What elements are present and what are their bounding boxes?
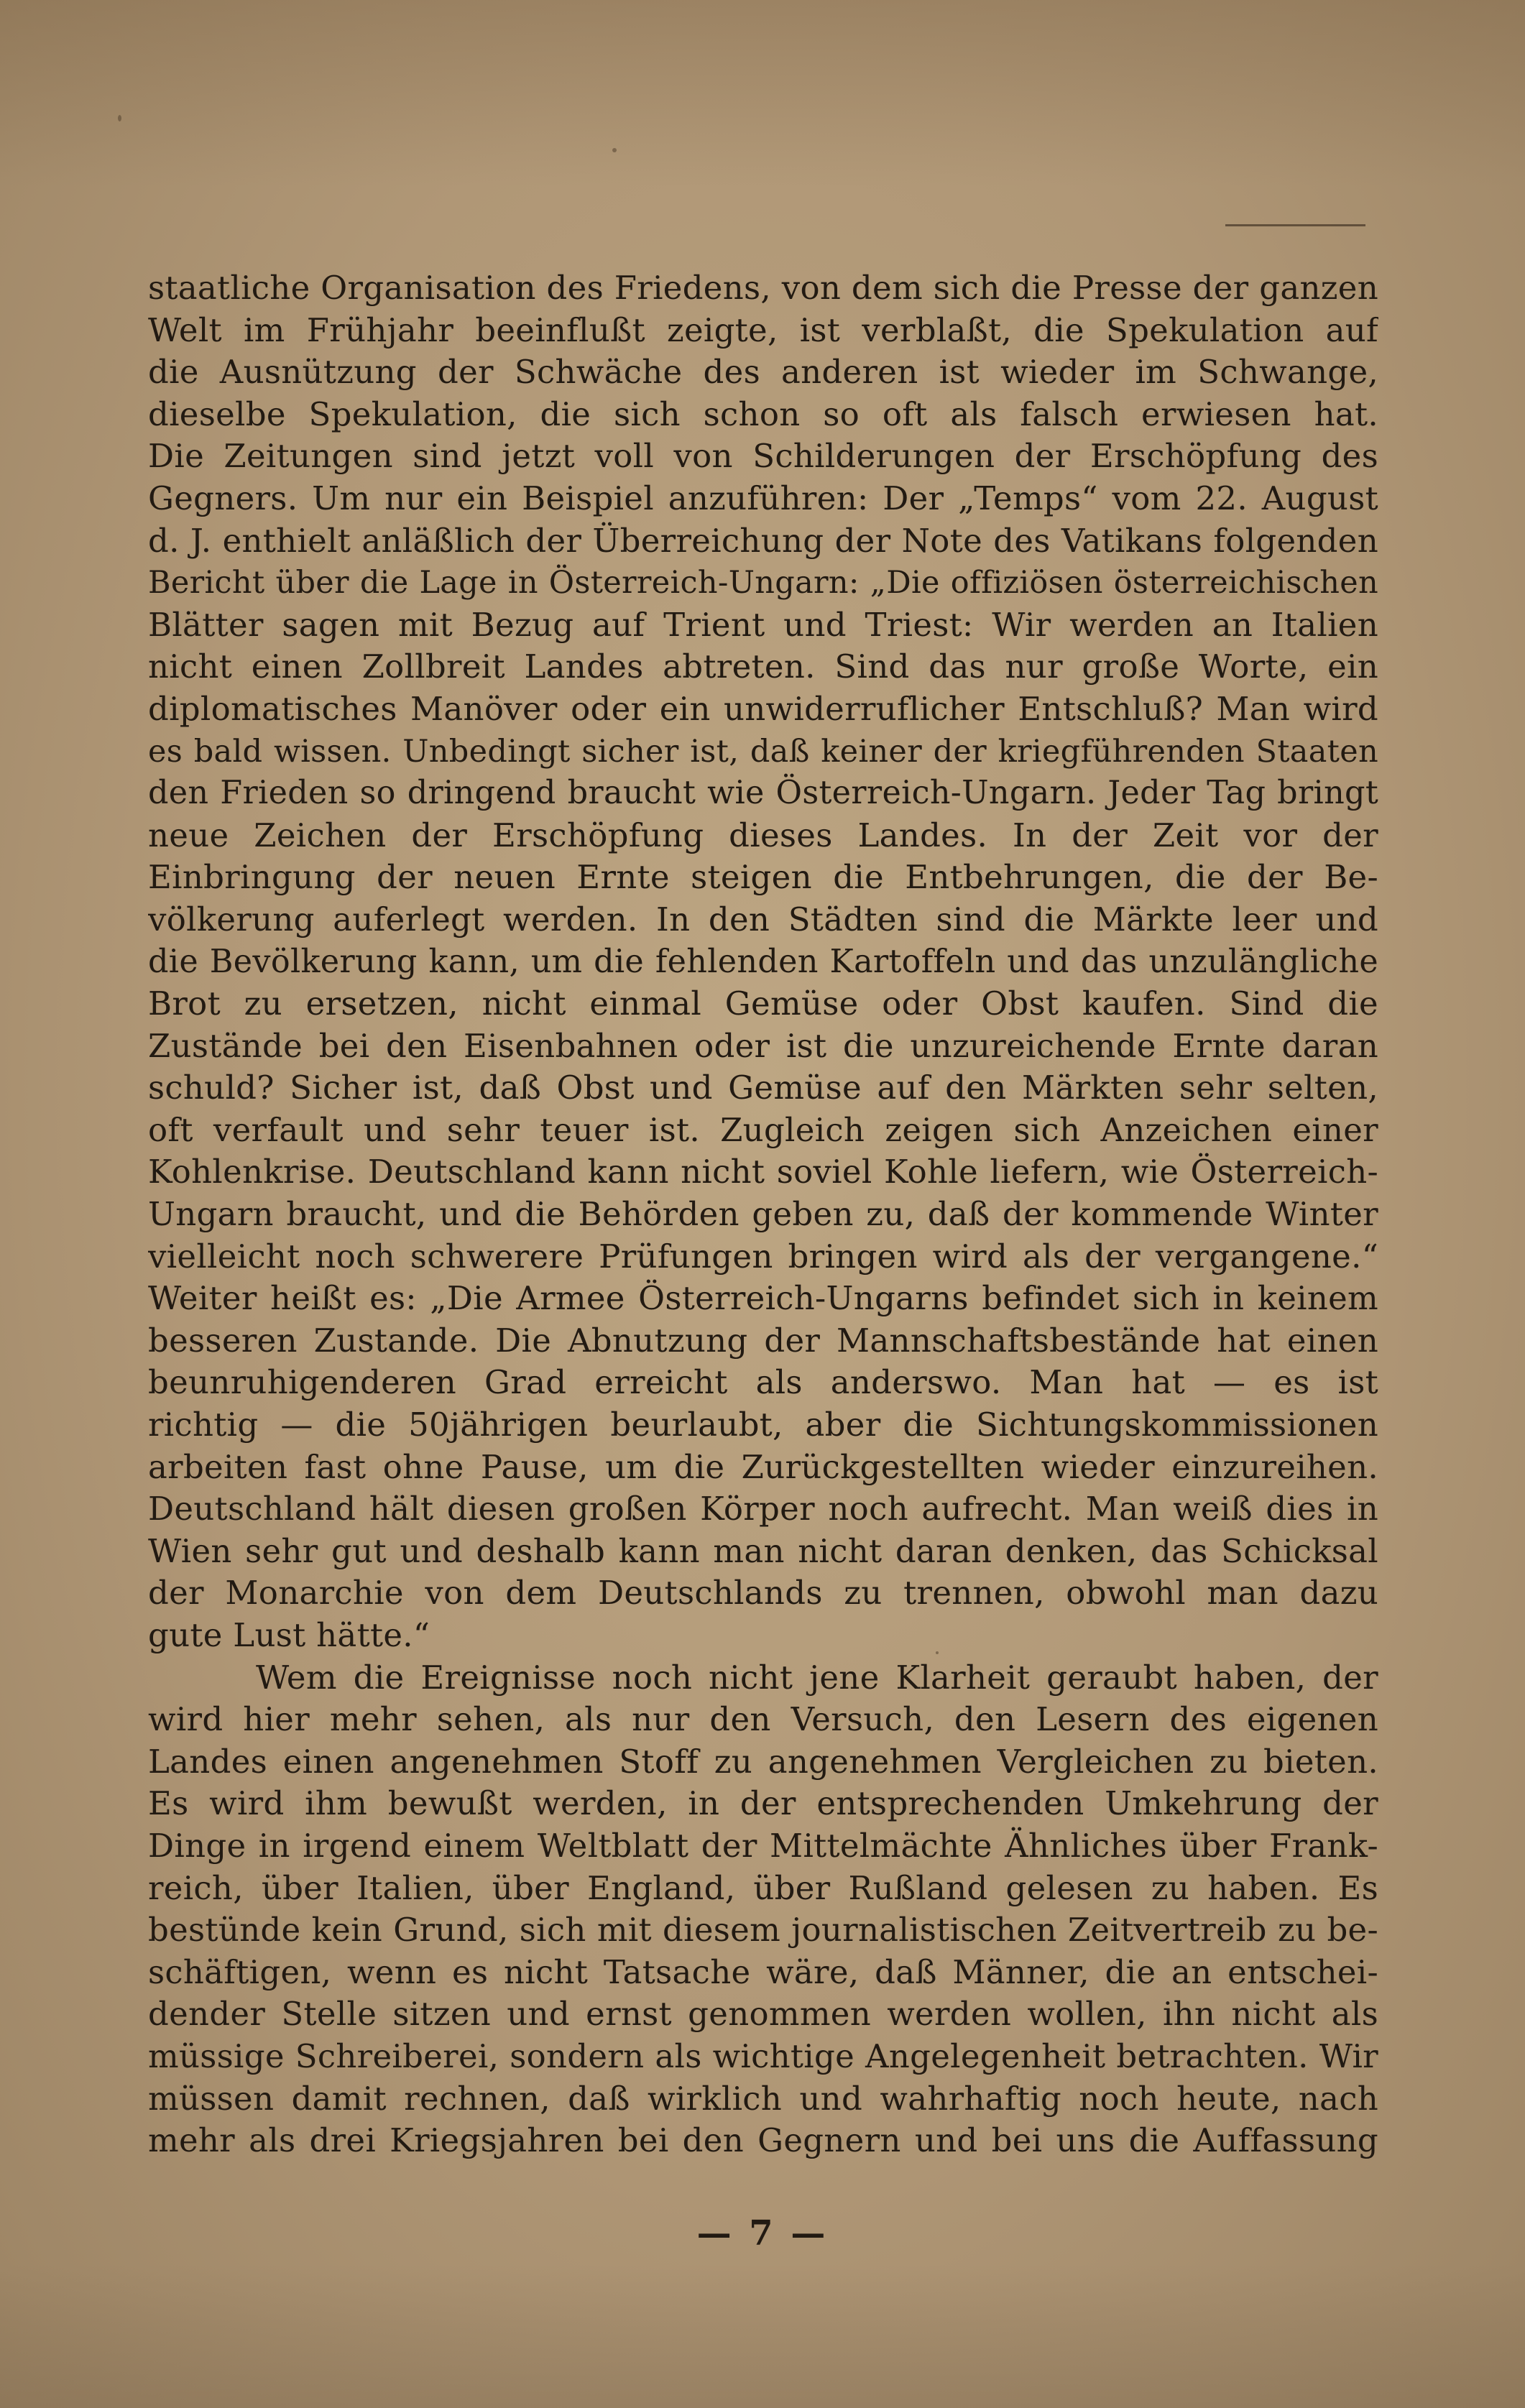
paper-speck [612,148,617,152]
text-line: Landes einen angenehmen Stoff zu angenehmen Vergleichen zu bieten. [148,1742,1378,1781]
text-line: Wem die Ereignisse noch nicht jene Klarheit geraubt haben, der [256,1658,1378,1697]
text-line: besseren Zustande. Die Abnutzung der Mannschaftsbestände hat einen [148,1321,1378,1360]
text-line: d. J. enthielt anläßlich der Überreichung der Note des Vatikans folgenden [148,521,1378,560]
text-line: Kohlenkrise. Deutschland kann nicht soviel Kohle liefern, wie Österreich- [148,1153,1378,1191]
text-line: wird hier mehr sehen, als nur den Versuch, den Lesern des eigenen [148,1700,1378,1739]
text-line: Die Zeitungen sind jetzt voll von Schilderungen der Erschöpfung des [148,437,1378,476]
text-line: Bericht über die Lage in Österreich-Ungarn: „Die offiziösen österreichischen [148,565,1378,601]
text-line: dender Stelle sitzen und ernst genommen werden wollen, ihn nicht als [148,1995,1378,2034]
text-line: die Ausnützung der Schwäche des anderen ist wieder im Schwange, [148,353,1378,392]
text-line: die Bevölkerung kann, um die fehlenden Kartoffeln und das unzulängliche [148,943,1378,980]
text-line: Weiter heißt es: „Die Armee Österreich-Ungarns befindet sich in keinem [148,1279,1378,1318]
text-line: neue Zeichen der Erschöpfung dieses Landes. In der Zeit vor der [148,816,1378,854]
page-number: — 7 — [696,2213,829,2254]
text-line: völkerung auferlegt werden. In den Städten sind die Märkte leer und [148,900,1378,938]
text-line: Zustände bei den Eisenbahnen oder ist die unzureichende Ernte daran [148,1026,1378,1065]
text-line: Gegners. Um nur ein Beispiel anzuführen: Der „Temps“ vom 22. August [148,479,1378,517]
text-line: Dinge in irgend einem Weltblatt der Mittelmächte Ähnliches über Frank- [148,1826,1378,1865]
text-line: mehr als drei Kriegsjahren bei den Gegnern und bei uns die Auffassung [148,2121,1378,2160]
text-line: Deutschland hält diesen großen Körper noch aufrecht. Man weiß dies in [148,1490,1378,1528]
text-line: diplomatisches Manöver oder ein unwiderruflicher Entschluß? Man wird [148,689,1378,728]
text-line: der Monarchie von dem Deutschlands zu trennen, obwohl man dazu [148,1574,1378,1613]
text-line: Ungarn braucht, und die Behörden geben zu, daß der kommende Winter [148,1195,1378,1234]
page-shading-top [0,0,1525,187]
text-line: den Frieden so dringend braucht wie Österreich-Ungarn. Jeder Tag bringt [148,775,1378,812]
text-line: Wien sehr gut und deshalb kann man nicht daran denken, das Schicksal [148,1531,1378,1570]
text-line: bestünde kein Grund, sich mit diesem journalistischen Zeitvertreib zu be- [148,1911,1378,1950]
text-line: schuld? Sicher ist, daß Obst und Gemüse auf den Märkten sehr selten, [148,1069,1378,1107]
text-line: müssen damit rechnen, daß wirklich und wahrhaftig noch heute, nach [148,2079,1378,2118]
header-rule [1225,224,1365,226]
text-line: Einbringung der neuen Ernte steigen die Entbehrungen, die der Be- [148,858,1378,897]
text-line: Welt im Frühjahr beeinflußt zeigte, ist verblaßt, die Spekulation auf [148,310,1378,349]
text-line: oft verfault und sehr teuer ist. Zugleich zeigen sich Anzeichen einer [148,1110,1378,1149]
text-line: Blätter sagen mit Bezug auf Trient und Triest: Wir werden an Italien [148,605,1378,644]
text-line: schäftigen, wenn es nicht Tatsache wäre, daß Männer, die an entschei- [148,1952,1378,1991]
text-line: staatliche Organisation des Friedens, von dem sich die Presse der ganzen [148,269,1378,307]
text-line: es bald wissen. Unbedingt sicher ist, daß keiner der kriegführenden Staaten [148,733,1378,770]
body-text [148,267,1378,2162]
text-line: vielleicht noch schwerere Prüfungen bringen wird als der vergangene.“ [148,1237,1378,1275]
text-line: nicht einen Zollbreit Landes abtreten. Sind das nur große Worte, ein [148,647,1378,686]
text-line: reich, über Italien, über England, über Rußland gelesen zu haben. Es [148,1868,1378,1907]
text-line: beunruhigenderen Grad erreicht als anderswo. Man hat — es ist [148,1363,1378,1402]
text-line: gute Lust hätte.“ [148,1616,430,1654]
paper-speck [118,115,121,121]
text-line: Es wird ihm bewußt werden, in der entsprechenden Umkehrung der [148,1784,1378,1823]
text-line: müssige Schreiberei, sondern als wichtige Angelegenheit betrachten. Wir [148,2036,1378,2075]
page-shading-bottom [0,2264,1525,2408]
text-line: Brot zu ersetzen, nicht einmal Gemüse oder Obst kaufen. Sind die [148,984,1378,1023]
text-line: richtig — die 50jährigen beurlaubt, aber die Sichtungskommissionen [148,1406,1378,1444]
text-line: arbeiten fast ohne Pause, um die Zurückgestellten wieder einzureihen. [148,1447,1378,1486]
text-line: dieselbe Spekulation, die sich schon so oft als falsch erwiesen hat. [148,395,1378,433]
